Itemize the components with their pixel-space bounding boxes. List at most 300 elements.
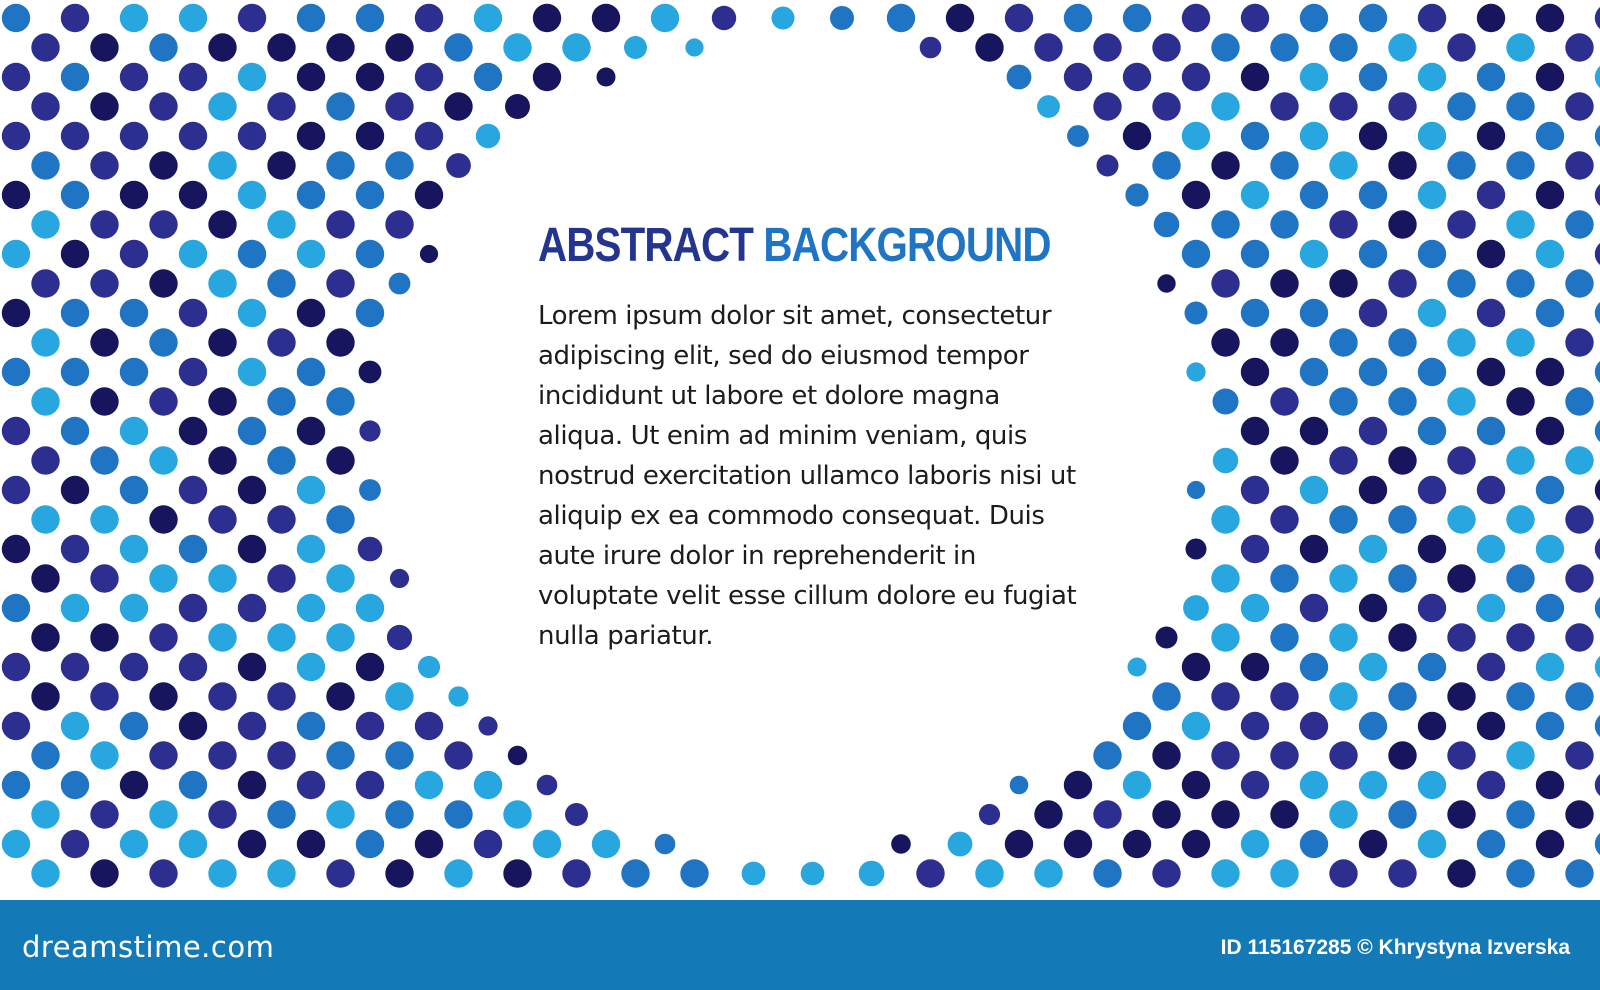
halftone-dot (356, 830, 384, 858)
halftone-dot (1388, 682, 1416, 710)
halftone-dot (1211, 210, 1239, 238)
halftone-dot (444, 92, 472, 120)
halftone-dot (1595, 63, 1600, 91)
halftone-dot (179, 476, 207, 504)
halftone-dot (1241, 535, 1269, 563)
halftone-dot (1329, 33, 1357, 61)
halftone-dot (1359, 417, 1387, 445)
halftone-dot (508, 746, 527, 765)
halftone-dot (1359, 712, 1387, 740)
halftone-dot (1067, 125, 1089, 147)
halftone-dot (415, 771, 443, 799)
halftone-dot (1270, 446, 1298, 474)
halftone-dot (1300, 122, 1328, 150)
halftone-dot (90, 800, 118, 828)
halftone-dot (1270, 800, 1298, 828)
halftone-dot (90, 210, 118, 238)
halftone-dot (1359, 476, 1387, 504)
halftone-dot (1300, 240, 1328, 268)
halftone-dot (267, 505, 295, 533)
halftone-dot (90, 328, 118, 356)
halftone-dot (1477, 4, 1505, 32)
halftone-dot (1595, 358, 1600, 386)
halftone-dot (1154, 212, 1180, 238)
halftone-dot (385, 151, 413, 179)
halftone-dot (238, 771, 266, 799)
halftone-dot (2, 476, 30, 504)
halftone-dot (1186, 539, 1207, 560)
halftone-dot (444, 741, 472, 769)
halftone-dot (1506, 33, 1534, 61)
halftone-dot (326, 623, 354, 651)
halftone-dot (90, 741, 118, 769)
halftone-dot (1388, 328, 1416, 356)
halftone-dot (1595, 299, 1600, 327)
halftone-dot (267, 210, 295, 238)
halftone-dot (31, 269, 59, 297)
halftone-dot (1536, 653, 1564, 681)
halftone-dot (267, 328, 295, 356)
halftone-dot (1447, 33, 1475, 61)
halftone-dot (208, 328, 236, 356)
halftone-dot (356, 63, 384, 91)
halftone-dot (474, 63, 502, 91)
halftone-dot (1447, 387, 1475, 415)
halftone-dot (326, 33, 354, 61)
halftone-dot (1270, 92, 1298, 120)
halftone-dot (1093, 859, 1121, 887)
halftone-dot (415, 63, 443, 91)
halftone-dot (297, 358, 325, 386)
halftone-dot (1565, 446, 1593, 474)
halftone-dot (1182, 653, 1210, 681)
halftone-dot (267, 151, 295, 179)
halftone-dot (1595, 417, 1600, 445)
halftone-dot (2, 535, 30, 563)
halftone-dot (1536, 240, 1564, 268)
halftone-dot (179, 594, 207, 622)
halftone-dot (1388, 33, 1416, 61)
halftone-dot (562, 33, 590, 61)
halftone-dot (1447, 623, 1475, 651)
halftone-dot (597, 68, 616, 87)
halftone-dot (238, 653, 266, 681)
halftone-dot (801, 862, 825, 886)
halftone-dot (31, 564, 59, 592)
halftone-dot (120, 4, 148, 32)
halftone-dot (1388, 859, 1416, 887)
halftone-dot (120, 535, 148, 563)
halftone-dot (1359, 240, 1387, 268)
halftone-dot (1187, 481, 1205, 499)
halftone-dot (1241, 358, 1269, 386)
halftone-dot (1182, 63, 1210, 91)
halftone-dot (1064, 4, 1092, 32)
halftone-dot (1359, 299, 1387, 327)
halftone-dot (478, 716, 497, 735)
halftone-dot (1447, 151, 1475, 179)
halftone-dot (1125, 183, 1148, 206)
halftone-dot (326, 859, 354, 887)
halftone-dot (326, 92, 354, 120)
halftone-dot (2, 181, 30, 209)
halftone-dot (1241, 240, 1269, 268)
halftone-dot (1388, 505, 1416, 533)
halftone-dot (1329, 387, 1357, 415)
halftone-dot (1270, 33, 1298, 61)
halftone-dot (1418, 63, 1446, 91)
halftone-dot (418, 656, 440, 678)
halftone-dot (420, 245, 438, 263)
halftone-dot (1359, 594, 1387, 622)
halftone-dot (444, 859, 472, 887)
halftone-dot (1565, 210, 1593, 238)
halftone-dot (1388, 387, 1416, 415)
halftone-dot (1123, 63, 1151, 91)
halftone-dot (356, 712, 384, 740)
halftone-dot (359, 420, 380, 441)
halftone-dot (238, 712, 266, 740)
halftone-dot (1565, 564, 1593, 592)
halftone-dot (90, 387, 118, 415)
halftone-dot (389, 273, 411, 295)
halftone-dot (326, 387, 354, 415)
halftone-dot (1506, 387, 1534, 415)
halftone-dot (1418, 299, 1446, 327)
halftone-dot (267, 682, 295, 710)
halftone-dot (1152, 92, 1180, 120)
halftone-dot (1595, 122, 1600, 150)
halftone-dot (1329, 505, 1357, 533)
halftone-dot (1536, 63, 1564, 91)
halftone-dot (1506, 623, 1534, 651)
halftone-dot (474, 4, 502, 32)
halftone-dot (1185, 302, 1208, 325)
halftone-dot (1565, 623, 1593, 651)
halftone-dot (385, 33, 413, 61)
halftone-dot (297, 594, 325, 622)
halftone-dot (1506, 92, 1534, 120)
halftone-dot (979, 804, 1000, 825)
halftone-dot (1595, 653, 1600, 681)
halftone-dot (920, 37, 942, 59)
halftone-dot (297, 417, 325, 445)
halftone-dot (1300, 712, 1328, 740)
halftone-dot (1447, 92, 1475, 120)
halftone-dot (61, 63, 89, 91)
halftone-dot (415, 181, 443, 209)
halftone-dot (385, 741, 413, 769)
halftone-dot (149, 33, 177, 61)
halftone-dot (208, 387, 236, 415)
halftone-dot (1477, 535, 1505, 563)
halftone-dot (1506, 682, 1534, 710)
halftone-dot (238, 4, 266, 32)
halftone-dot (385, 859, 413, 887)
halftone-dot (179, 181, 207, 209)
halftone-dot (1123, 771, 1151, 799)
halftone-dot (326, 151, 354, 179)
halftone-dot (1388, 269, 1416, 297)
halftone-dot (1329, 859, 1357, 887)
halftone-dot (537, 775, 558, 796)
halftone-dot (415, 122, 443, 150)
halftone-dot (1565, 800, 1593, 828)
halftone-dot (31, 446, 59, 474)
halftone-dot (1359, 771, 1387, 799)
halftone-dot (1211, 92, 1239, 120)
halftone-dot (1418, 417, 1446, 445)
halftone-dot (208, 33, 236, 61)
halftone-dot (1536, 181, 1564, 209)
halftone-dot (31, 859, 59, 887)
halftone-dot (1506, 741, 1534, 769)
halftone-dot (238, 594, 266, 622)
halftone-dot (356, 181, 384, 209)
halftone-dot (31, 741, 59, 769)
halftone-dot (503, 859, 531, 887)
halftone-dot (1477, 653, 1505, 681)
halftone-dot (149, 741, 177, 769)
halftone-dot (1241, 4, 1269, 32)
text-block (538, 218, 1078, 656)
halftone-dot (90, 151, 118, 179)
halftone-dot (1329, 328, 1357, 356)
halftone-dot (385, 92, 413, 120)
halftone-dot (179, 122, 207, 150)
halftone-dot (61, 4, 89, 32)
halftone-dot (267, 33, 295, 61)
halftone-dot (1418, 594, 1446, 622)
halftone-dot (61, 299, 89, 327)
halftone-dot (1447, 328, 1475, 356)
halftone-dot (446, 153, 471, 178)
halftone-dot (267, 387, 295, 415)
halftone-dot (592, 4, 620, 32)
halftone-dot (505, 94, 530, 119)
halftone-dot (238, 830, 266, 858)
halftone-dot (326, 210, 354, 238)
halftone-dot (1595, 771, 1600, 799)
halftone-dot (1034, 33, 1062, 61)
halftone-dot (90, 269, 118, 297)
halftone-dot (975, 33, 1003, 61)
halftone-dot (1388, 741, 1416, 769)
halftone-dot (1123, 712, 1151, 740)
halftone-dot (474, 771, 502, 799)
halftone-dot (1152, 800, 1180, 828)
halftone-dot (179, 299, 207, 327)
halftone-dot (1359, 653, 1387, 681)
halftone-dot (61, 417, 89, 445)
halftone-dot (680, 859, 708, 887)
halftone-dot (238, 358, 266, 386)
halftone-dot (297, 771, 325, 799)
halftone-dot (179, 63, 207, 91)
halftone-dot (1211, 623, 1239, 651)
halftone-dot (61, 830, 89, 858)
halftone-dot (179, 358, 207, 386)
halftone-dot (356, 4, 384, 32)
halftone-dot (1270, 505, 1298, 533)
halftone-dot (267, 859, 295, 887)
halftone-dot (297, 122, 325, 150)
halftone-dot (1270, 564, 1298, 592)
halftone-dot (149, 800, 177, 828)
halftone-dot (2, 358, 30, 386)
halftone-dot (1565, 92, 1593, 120)
halftone-dot (533, 4, 561, 32)
halftone-dot (830, 6, 854, 30)
halftone-dot (948, 832, 973, 857)
halftone-dot (1536, 358, 1564, 386)
halftone-dot (1418, 358, 1446, 386)
halftone-dot (326, 800, 354, 828)
halftone-dot (1270, 623, 1298, 651)
halftone-dot (120, 712, 148, 740)
halftone-dot (1477, 299, 1505, 327)
halftone-dot (565, 803, 588, 826)
halftone-dot (61, 476, 89, 504)
halftone-dot (385, 800, 413, 828)
halftone-dot (562, 859, 590, 887)
halftone-dot (120, 476, 148, 504)
halftone-dot (238, 240, 266, 268)
halftone-dot (385, 682, 413, 710)
halftone-dot (149, 92, 177, 120)
halftone-dot (1447, 564, 1475, 592)
halftone-dot (120, 122, 148, 150)
halftone-dot (149, 210, 177, 238)
halftone-dot (179, 712, 207, 740)
halftone-dot (1211, 682, 1239, 710)
halftone-dot (390, 569, 409, 588)
halftone-dot (1241, 771, 1269, 799)
halftone-dot (356, 771, 384, 799)
halftone-dot (1477, 122, 1505, 150)
halftone-dot (1183, 595, 1209, 621)
halftone-dot (1418, 181, 1446, 209)
halftone-dot (149, 564, 177, 592)
halftone-dot (1477, 594, 1505, 622)
halftone-dot (326, 741, 354, 769)
halftone-dot (1300, 299, 1328, 327)
halftone-dot (1300, 594, 1328, 622)
halftone-dot (1093, 741, 1121, 769)
halftone-dot (2, 63, 30, 91)
halftone-dot (1182, 181, 1210, 209)
halftone-dot (208, 446, 236, 474)
halftone-dot (326, 505, 354, 533)
halftone-dot (208, 859, 236, 887)
halftone-dot (1329, 741, 1357, 769)
halftone-dot (1211, 800, 1239, 828)
halftone-dot (61, 535, 89, 563)
halftone-dot (326, 446, 354, 474)
halftone-dot (326, 328, 354, 356)
halftone-dot (1359, 358, 1387, 386)
halftone-dot (356, 594, 384, 622)
halftone-dot (149, 387, 177, 415)
halftone-dot (1447, 859, 1475, 887)
halftone-dot (31, 800, 59, 828)
halftone-dot (120, 63, 148, 91)
halftone-dot (2, 712, 30, 740)
halftone-dot (1241, 63, 1269, 91)
halftone-dot (149, 446, 177, 474)
halftone-dot (1506, 859, 1534, 887)
halftone-dot (712, 6, 736, 30)
halftone-dot (1329, 446, 1357, 474)
halftone-dot (1329, 210, 1357, 238)
halftone-dot (267, 269, 295, 297)
halftone-dot (90, 505, 118, 533)
halftone-dot (1565, 505, 1593, 533)
halftone-dot (1270, 151, 1298, 179)
halftone-dot (179, 771, 207, 799)
halftone-dot (297, 476, 325, 504)
halftone-dot (208, 800, 236, 828)
halftone-dot (1241, 476, 1269, 504)
halftone-dot (1005, 4, 1033, 32)
halftone-dot (1182, 240, 1210, 268)
halftone-dot (2, 417, 30, 445)
halftone-dot (2, 240, 30, 268)
halftone-dot (1388, 210, 1416, 238)
halftone-dot (624, 36, 647, 59)
halftone-dot (1300, 63, 1328, 91)
halftone-dot (1152, 741, 1180, 769)
halftone-dot (120, 830, 148, 858)
halftone-dot (149, 328, 177, 356)
halftone-dot (1241, 830, 1269, 858)
halftone-dot (31, 623, 59, 651)
footer-image-credit: ID 115167285 © Khrystyna Izverska (1220, 936, 1570, 959)
halftone-dot (1300, 476, 1328, 504)
halftone-dot (1447, 505, 1475, 533)
halftone-dot (238, 63, 266, 91)
halftone-dot (1152, 33, 1180, 61)
halftone-dot (1477, 830, 1505, 858)
halftone-dot (1329, 800, 1357, 828)
halftone-dot (31, 328, 59, 356)
halftone-dot (297, 535, 325, 563)
halftone-dot (1270, 269, 1298, 297)
halftone-dot (61, 240, 89, 268)
halftone-dot (1506, 505, 1534, 533)
halftone-dot (1300, 358, 1328, 386)
halftone-dot (90, 859, 118, 887)
halftone-dot (1300, 535, 1328, 563)
halftone-dot (1388, 564, 1416, 592)
halftone-dot (297, 712, 325, 740)
halftone-dot (120, 771, 148, 799)
halftone-dot (208, 210, 236, 238)
halftone-dot (238, 181, 266, 209)
halftone-dot (1300, 830, 1328, 858)
halftone-dot (179, 240, 207, 268)
halftone-dot (267, 623, 295, 651)
halftone-dot (1186, 362, 1205, 381)
halftone-dot (61, 594, 89, 622)
halftone-dot (1477, 63, 1505, 91)
halftone-dot (503, 800, 531, 828)
halftone-dot (1595, 535, 1600, 563)
headline-word-abstract: ABSTRACT (538, 219, 754, 272)
halftone-dot (655, 834, 676, 855)
halftone-dot (61, 771, 89, 799)
halftone-dot (326, 564, 354, 592)
